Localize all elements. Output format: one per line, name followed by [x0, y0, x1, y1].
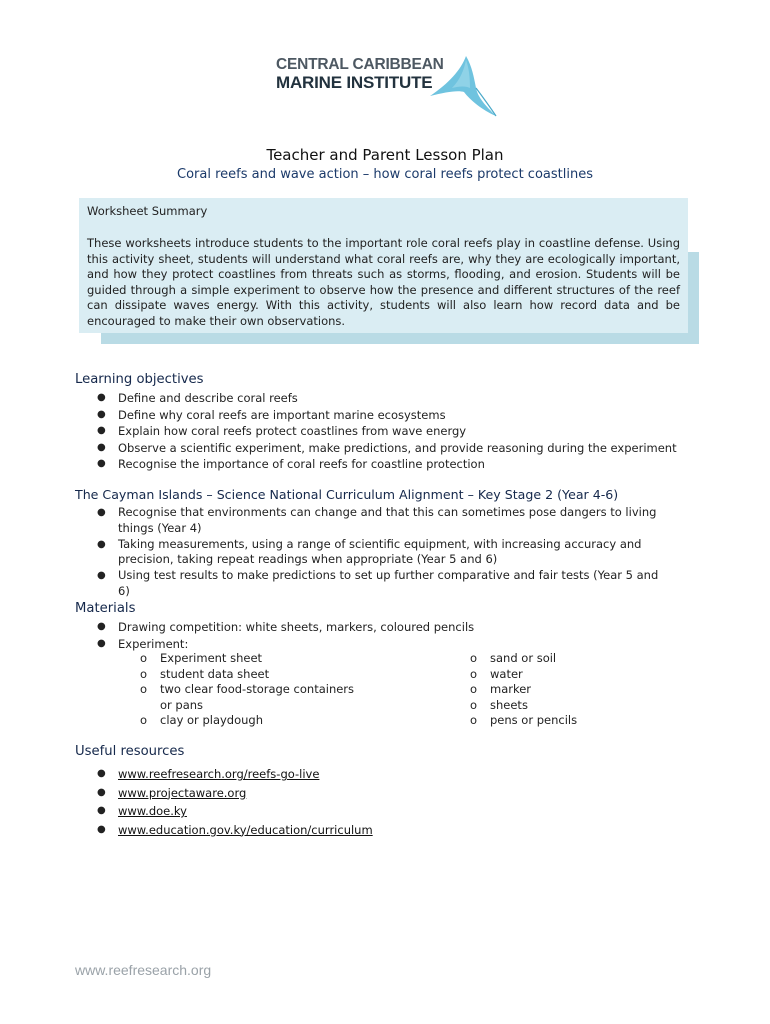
curriculum-list — [96, 505, 666, 600]
list-item: ● Observe a scientific experiment, make predictions, and provide reasoning during the experiment — [97, 440, 677, 455]
list-item — [96, 784, 706, 803]
list-item: ● Explain how coral reefs protect coastlines from wave energy — [97, 424, 467, 438]
bullet-icon: ● — [97, 570, 106, 582]
resource-link[interactable]: www.projectaware.org — [118, 785, 247, 800]
resources-list — [96, 765, 706, 839]
bullet-icon: ● — [97, 408, 106, 420]
resources-heading: Useful resources — [75, 744, 185, 759]
circle-bullet-icon: o — [470, 666, 478, 681]
list-item: ● Drawing competition: white sheets, markers, coloured pencils — [97, 620, 475, 634]
bullet-icon: ● — [97, 621, 106, 632]
list-item: ● Recognise the importance of coral reefs for coastline protection — [97, 457, 485, 471]
list-item: o two clear food-storage containers or pans — [140, 682, 355, 712]
circle-bullet-icon: o — [140, 666, 148, 681]
worksheet-summary-box — [79, 198, 688, 333]
list-item: ● Recognise that environments can change and that this can sometimes pose dangers to living things (Year 4) — [97, 505, 657, 535]
page-title: Teacher and Parent Lesson Plan — [266, 146, 504, 164]
bullet-icon: ● — [97, 441, 106, 453]
experiment-materials-right — [470, 651, 670, 729]
bullet-icon: ● — [97, 392, 106, 403]
learning-objectives-heading: Learning objectives — [75, 372, 204, 387]
bullet-icon: ● — [97, 805, 106, 816]
materials-list — [96, 619, 706, 652]
resource-link[interactable]: www.reefresearch.org/reefs-go-live — [118, 767, 320, 781]
list-item: o marker — [470, 682, 532, 697]
circle-bullet-icon: o — [470, 697, 478, 712]
list-item: ● Define and describe coral reefs — [97, 391, 298, 405]
summary-heading: Worksheet Summary — [87, 204, 208, 218]
bullet-icon: ● — [97, 823, 106, 835]
manta-ray-icon — [426, 56, 498, 118]
curriculum-heading: The Cayman Islands – Science National Curriculum Alignment – Key Stage 2 (Year 4-6) — [75, 487, 619, 502]
learning-objectives-list — [96, 390, 706, 473]
institute-logo — [276, 56, 498, 118]
circle-bullet-icon: o — [470, 682, 478, 697]
bullet-icon: ● — [97, 786, 106, 798]
list-item: ● Experiment: — [97, 636, 189, 651]
logo-line-1: CENTRAL CARIBBEAN — [276, 56, 444, 73]
footer-url: www.reefresearch.org — [75, 962, 212, 978]
list-item: o sheets — [470, 697, 528, 712]
circle-bullet-icon: o — [140, 682, 148, 697]
list-item — [96, 802, 706, 821]
list-item — [96, 765, 706, 784]
materials-heading: Materials — [75, 601, 136, 616]
list-item: o student data sheet — [140, 666, 270, 681]
bullet-icon: ● — [97, 768, 106, 779]
experiment-materials-left — [140, 651, 380, 729]
circle-bullet-icon: o — [140, 651, 148, 665]
logo-text — [276, 56, 444, 92]
circle-bullet-icon: o — [470, 651, 478, 665]
list-item: ● Taking measurements, using a range of scientific equipment, with increasing accuracy and precision, taking repeat readings when appropriate (Year 5 and 6) — [97, 536, 642, 567]
list-item: o sand or soil — [470, 651, 557, 665]
list-item: o Experiment sheet — [140, 651, 263, 665]
circle-bullet-icon: o — [140, 713, 148, 728]
logo-line-2: MARINE INSTITUTE — [276, 73, 433, 92]
list-item: ● Using test results to make predictions to set up further comparative and fair tests (Year 5 and 6) — [97, 568, 659, 598]
page-subtitle: Coral reefs and wave action – how coral reefs protect coastlines — [177, 167, 593, 182]
bullet-icon: ● — [97, 425, 106, 436]
bullet-icon: ● — [97, 458, 106, 469]
list-item — [96, 821, 706, 840]
resource-link[interactable]: www.education.gov.ky/education/curriculum — [118, 822, 373, 837]
resource-link[interactable]: www.doe.ky — [118, 804, 187, 818]
list-item: o pens or pencils — [470, 713, 578, 728]
list-item: o clay or playdough — [140, 713, 264, 728]
circle-bullet-icon: o — [470, 713, 478, 728]
list-item: ● Define why coral reefs are important marine ecosystems — [97, 407, 446, 422]
bullet-icon: ● — [97, 637, 106, 649]
bullet-icon: ● — [97, 507, 106, 518]
list-item: o water — [470, 666, 523, 681]
bullet-icon: ● — [97, 538, 106, 550]
summary-text: These worksheets introduce students to the important role coral reefs play in coastline defense. Using this activity sheet, students will understand what coral reefs are, why they are ecologically important, and how they protect coastlines from threats such as storms, flooding, and erosion. Students will be guided through a simple experiment to observe how the presence and different structures of the reef can dissipate waves energy. With this activity, students will also learn how record data and be encouraged to make their own observations. — [87, 236, 680, 328]
